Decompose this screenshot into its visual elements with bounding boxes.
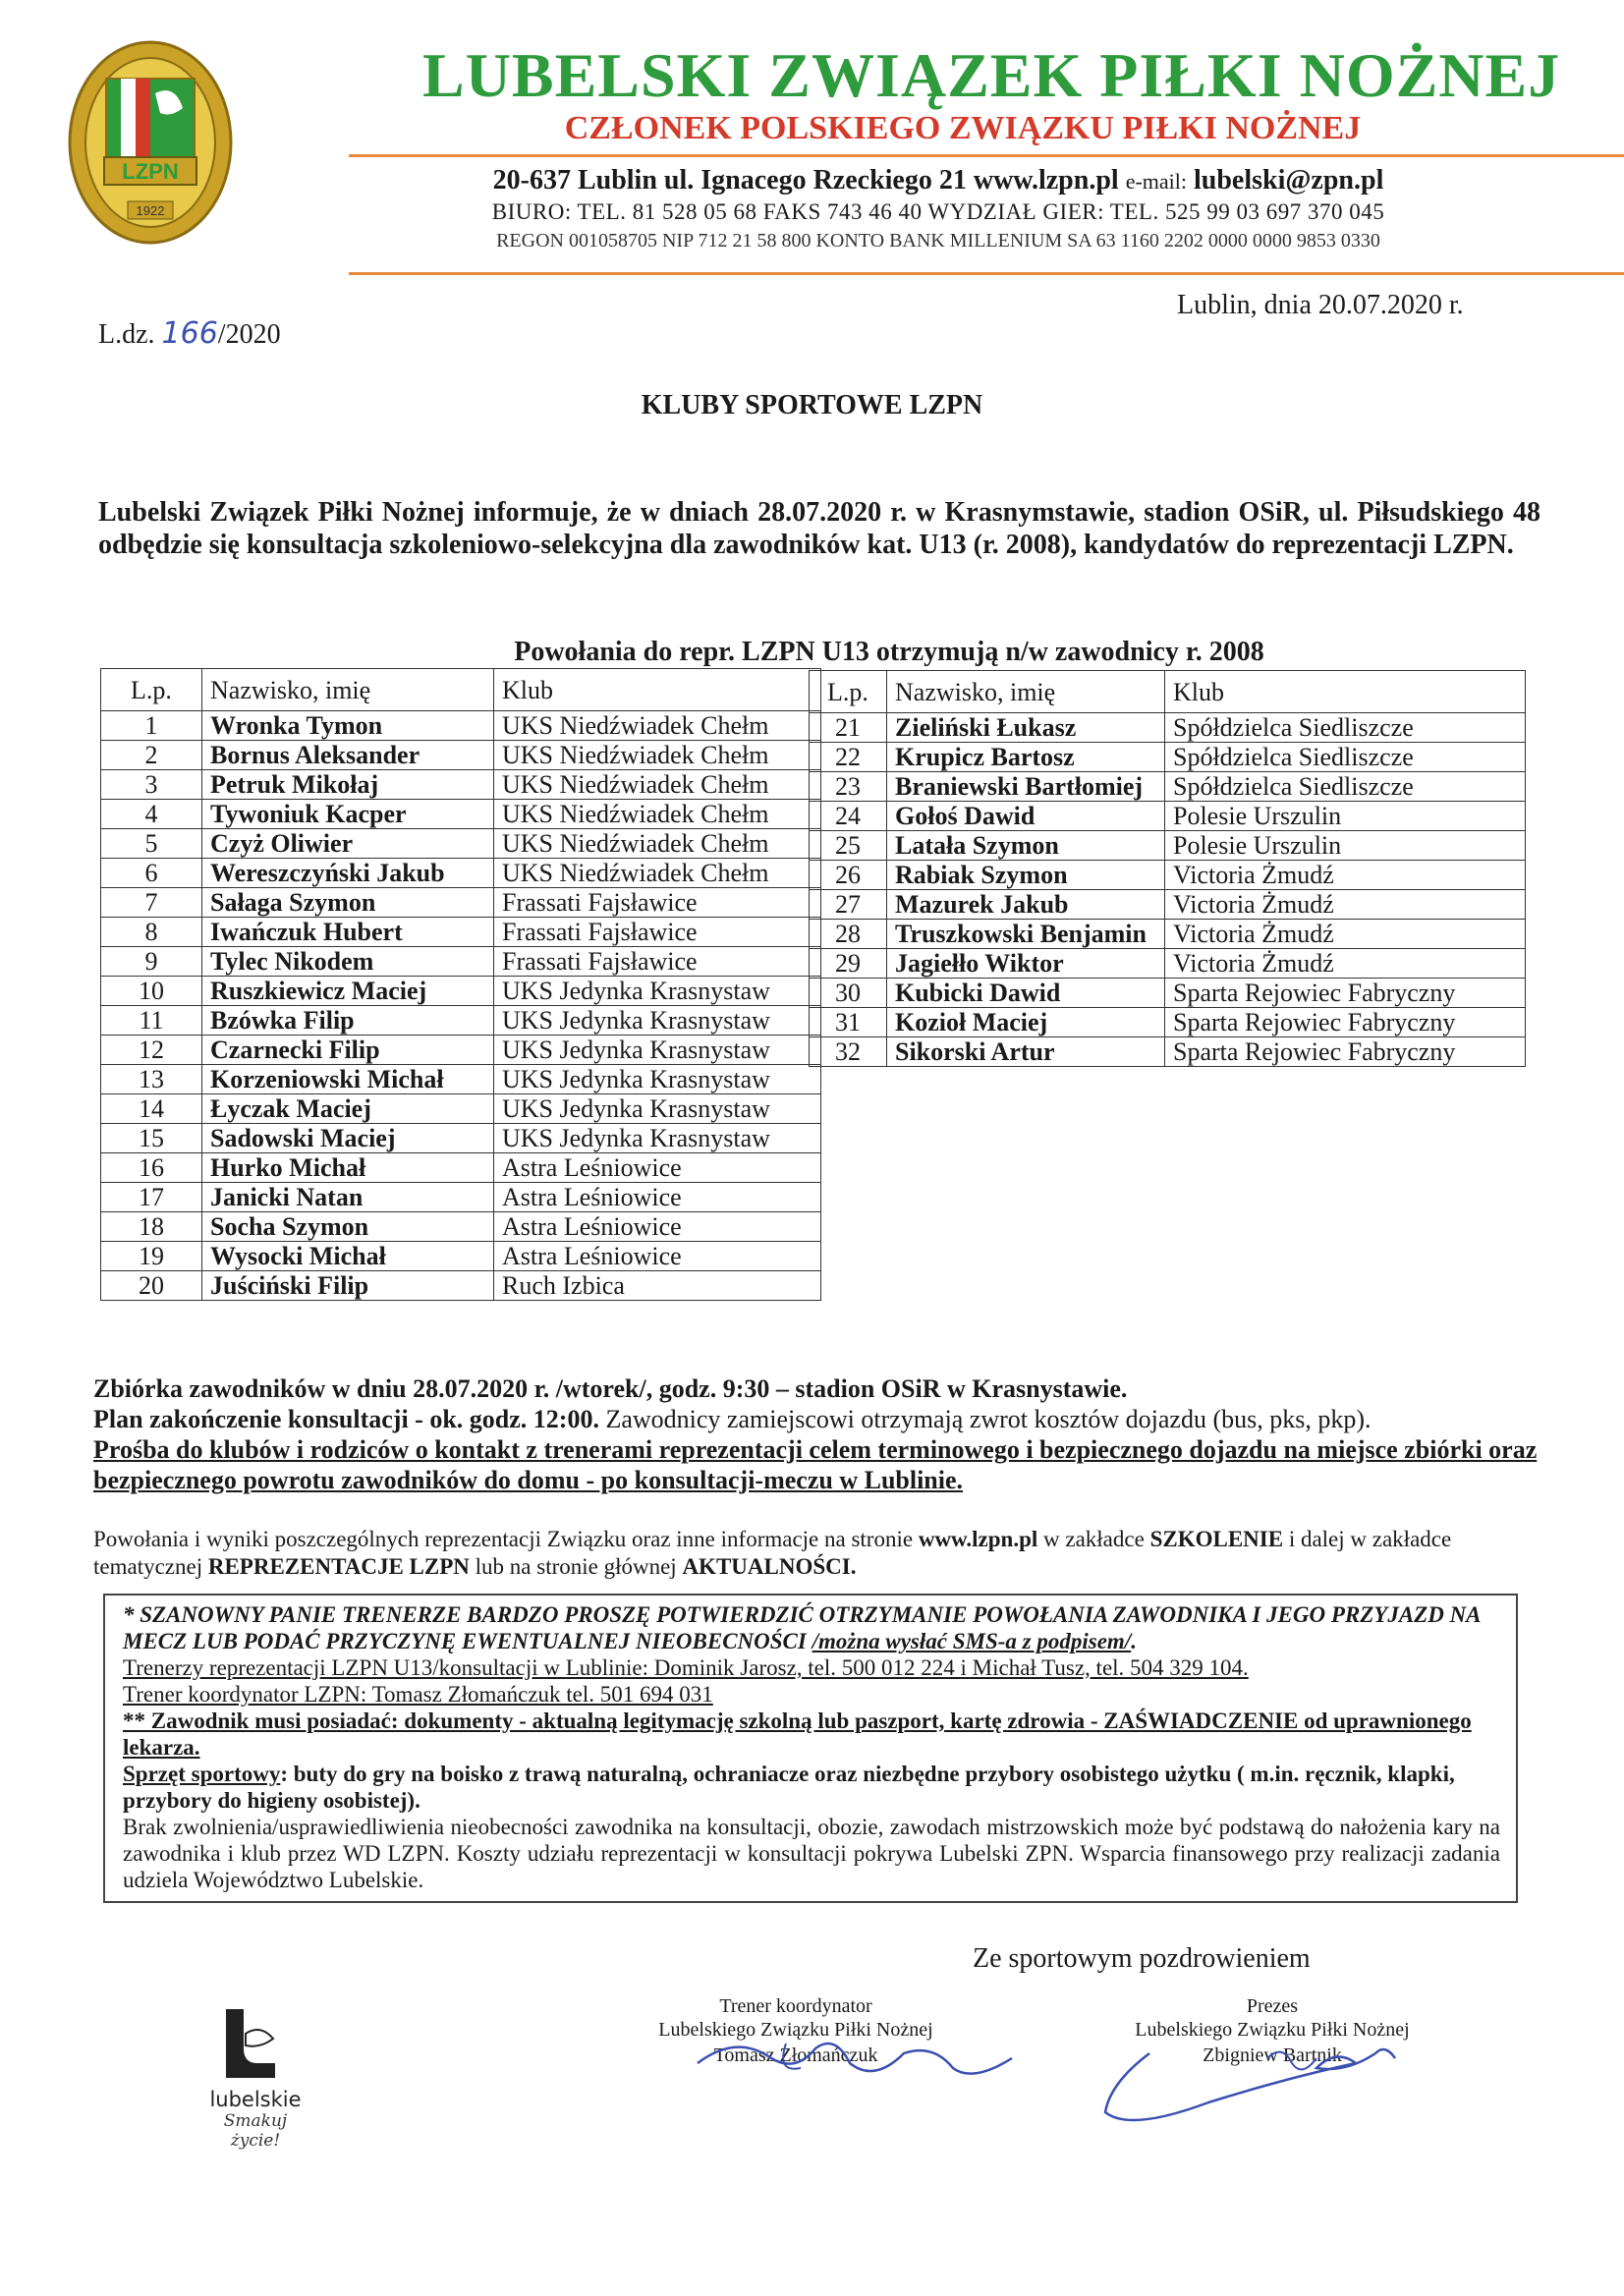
- cell-lp: 7: [101, 888, 202, 918]
- ldz-handwritten-number: 166: [161, 316, 218, 351]
- table-row: [101, 947, 821, 977]
- cell-lp: 12: [101, 1036, 202, 1065]
- cell-club: Frassati Fajsławice: [494, 888, 821, 918]
- cell-name: Bzówka Filip: [202, 1006, 494, 1036]
- coaches-line: Trenerzy reprezentacji LZPN U13/konsultacji w Lublinie: Dominik Jarosz, tel. 500 012 224 i Michał Tusz, tel. 504 329 104.: [123, 1655, 1249, 1680]
- cell-lp: 25: [810, 831, 887, 861]
- cell-lp: 32: [810, 1037, 887, 1067]
- sig1-org: Lubelskiego Związku Piłki Nożnej: [658, 2019, 933, 2041]
- col-header-name: Nazwisko, imię: [887, 671, 1165, 713]
- table-row: [101, 1271, 821, 1301]
- table-row: [810, 743, 1526, 772]
- table-row: [101, 770, 821, 800]
- cell-lp: 18: [101, 1212, 202, 1242]
- cell-name: Petruk Mikołaj: [202, 770, 494, 800]
- table-row: [101, 888, 821, 918]
- confirmation-request: [123, 1601, 1500, 1654]
- signature-president-scribble: [1091, 2024, 1444, 2132]
- table-row: [101, 1212, 821, 1242]
- address-text: 20-637 Lublin ul. Ignacego Rzeckiego 21 www.lzpn.pl: [492, 165, 1119, 196]
- cell-club: UKS Jedynka Krasnystaw: [494, 1124, 821, 1153]
- cell-club: Victoria Żmudź: [1165, 920, 1526, 949]
- cell-club: Spółdzielca Siedliszcze: [1165, 743, 1526, 772]
- cell-club: Sparta Rejowiec Fabryczny: [1165, 1037, 1526, 1067]
- cell-lp: 6: [101, 859, 202, 888]
- table-row: [810, 979, 1526, 1008]
- cell-name: Mazurek Jakub: [887, 890, 1165, 920]
- col-header-club: Klub: [1165, 671, 1526, 713]
- absence-line: Brak zwolnienia/usprawiedliwienia nieobecności zawodnika na konsultacji, obozie, zawodach mistrzowskich może być podstawą do nałożenia kary na zawodnika i klub przez WD LZPN. Koszty udziału reprezentacji w konsultacji pokrywa Lubelski ZPN. Wsparcia finansowego przy realizacji zadania udziela Województwo Lubelskie.: [123, 1815, 1500, 1892]
- cell-name: Janicki Natan: [202, 1183, 494, 1212]
- intro-paragraph: Lubelski Związek Piłki Nożnej informuje, że w dniach 28.07.2020 r. w Krasnymstawie, stadion OSiR, ul. Piłsudskiego 48 odbędzie się konsultacja szkoleniowo-selekcyjna dla zawodników kat. U13 (r. 2008), kandydatów do reprezentacji LZPN.: [98, 497, 1540, 560]
- ldz-prefix: L.dz.: [98, 319, 155, 350]
- info-reprezentacje: REPREZENTACJE LZPN: [207, 1554, 470, 1579]
- reference-number: [98, 316, 281, 351]
- cell-club: UKS Niedźwiadek Chełm: [494, 711, 821, 741]
- cell-name: Zieliński Łukasz: [887, 713, 1165, 743]
- table-caption: Powołania do repr. LZPN U13 otrzymują n/w zawodnicy r. 2008: [514, 637, 1264, 667]
- cell-name: Latała Szymon: [887, 831, 1165, 861]
- info-text-4: lub na stronie głównej: [469, 1554, 683, 1579]
- cell-club: Spółdzielca Siedliszcze: [1165, 772, 1526, 802]
- cell-lp: 30: [810, 979, 887, 1008]
- cell-lp: 31: [810, 1008, 887, 1037]
- closing-greeting: Ze sportowym pozdrowieniem: [973, 1943, 1311, 1974]
- cell-name: Socha Szymon: [202, 1212, 494, 1242]
- roster-table-left: [100, 668, 821, 1301]
- table-row: [810, 831, 1526, 861]
- cell-club: Polesie Urszulin: [1165, 831, 1526, 861]
- cell-lp: 19: [101, 1242, 202, 1271]
- table-row: [101, 1006, 821, 1036]
- cell-name: Czyż Oliwier: [202, 829, 494, 859]
- table-row: [101, 1153, 821, 1183]
- cell-club: UKS Niedźwiadek Chełm: [494, 741, 821, 770]
- cell-name: Iwańczuk Hubert: [202, 918, 494, 947]
- roster-table-right: [809, 670, 1526, 1067]
- cell-lp: 22: [810, 743, 887, 772]
- end-line: [93, 1404, 1547, 1434]
- cell-lp: 15: [101, 1124, 202, 1153]
- org-name: LUBELSKI ZWIĄZEK PIŁKI NOŻNEJ: [422, 40, 1561, 110]
- cell-name: Sałaga Szymon: [202, 888, 494, 918]
- table-row: [101, 741, 821, 770]
- cell-club: UKS Jedynka Krasnystaw: [494, 1006, 821, 1036]
- org-subtitle: CZŁONEK POLSKIEGO ZWIĄZKU PIŁKI NOŻNEJ: [564, 110, 1362, 146]
- cell-lp: 26: [810, 861, 887, 890]
- header-registry: REGON 001058705 NIP 712 21 58 800 KONTO BANK MILLENIUM SA 63 1160 2202 0000 0000 9853 0330: [496, 230, 1380, 252]
- gathering-line: Zbiórka zawodników w dniu 28.07.2020 r. /wtorek/, godz. 9:30 – stadion OSiR w Krasnystawie.: [93, 1374, 1128, 1403]
- cell-name: Braniewski Bartłomiej: [887, 772, 1165, 802]
- sig2-role: Prezes: [1246, 1995, 1299, 2017]
- cell-name: Gołoś Dawid: [887, 802, 1165, 831]
- lubelskie-sponsor-logo: [196, 2004, 314, 2151]
- cell-club: UKS Jedynka Krasnystaw: [494, 1094, 821, 1124]
- cell-lp: 9: [101, 947, 202, 977]
- info-text-2: w zakładce: [1037, 1527, 1150, 1551]
- cell-name: Truszkowski Benjamin: [887, 920, 1165, 949]
- table-row: [101, 1094, 821, 1124]
- table-row: [101, 1065, 821, 1094]
- end-line-rest: Zawodnicy zamiejscowi otrzymają zwrot kosztów dojazdu (bus, pks, pkp).: [598, 1405, 1372, 1433]
- table-row: [101, 829, 821, 859]
- confirmation-text: * SZANOWNY PANIE TRENERZE BARDZO PROSZĘ POTWIERDZIĆ OTRZYMANIE POWOŁANIA ZAWODNIKA I JEGO PRZYJAZD NA MECZ LUB PODAĆ PRZYCZYNĘ EWENTUALNEJ NIEOBECNOŚCI: [123, 1602, 1481, 1653]
- cell-lp: 14: [101, 1094, 202, 1124]
- cell-name: Ruszkiewicz Maciej: [202, 977, 494, 1006]
- cell-lp: 1: [101, 711, 202, 741]
- documents-line: ** Zawodnik musi posiadać: dokumenty - aktualną legitymację szkolną lub paszport, kartę zdrowia - ZAŚWIADCZENIE od uprawnionego lekarza.: [123, 1708, 1472, 1760]
- table-row: [101, 1124, 821, 1153]
- cell-club: Astra Leśniowice: [494, 1212, 821, 1242]
- cell-club: UKS Niedźwiadek Chełm: [494, 829, 821, 859]
- table-row: [101, 1036, 821, 1065]
- col-header-name: Nazwisko, imię: [202, 669, 494, 711]
- table-row: [101, 711, 821, 741]
- table-header-row: [810, 671, 1526, 713]
- col-header-lp: L.p.: [101, 669, 202, 711]
- email-label: e-mail:: [1125, 169, 1187, 194]
- gear-text: : buty do gry na boisko z trawą naturalną, ochraniacze oraz niezbędne przybory osobistego użytku ( m.in. ręcznik, klapki, przybory do higieny osobistej).: [123, 1762, 1455, 1813]
- cell-club: Polesie Urszulin: [1165, 802, 1526, 831]
- cell-lp: 3: [101, 770, 202, 800]
- cell-name: Sikorski Artur: [887, 1037, 1165, 1067]
- cell-club: Astra Leśniowice: [494, 1183, 821, 1212]
- cell-lp: 13: [101, 1065, 202, 1094]
- col-header-lp: L.p.: [810, 671, 887, 713]
- table-row: [810, 713, 1526, 743]
- cell-name: Czarnecki Filip: [202, 1036, 494, 1065]
- gear-line: [123, 1761, 1500, 1814]
- table-row: [810, 861, 1526, 890]
- gear-label: Sprzęt sportowy: [123, 1762, 281, 1786]
- cell-club: UKS Jedynka Krasnystaw: [494, 1036, 821, 1065]
- cell-club: UKS Jedynka Krasnystaw: [494, 1065, 821, 1094]
- confirmation-sms-note: /można wysłać SMS-a z podpisem/: [812, 1629, 1132, 1653]
- lubelskie-mark-icon: [196, 2004, 314, 2083]
- document-heading: KLUBY SPORTOWE LZPN: [641, 390, 983, 420]
- cell-lp: 16: [101, 1153, 202, 1183]
- info-aktualnosci: AKTUALNOŚCI.: [682, 1554, 857, 1579]
- cell-name: Jagiełło Wiktor: [887, 949, 1165, 979]
- sponsor-name: lubelskie: [209, 2088, 302, 2111]
- header-phones: BIURO: TEL. 81 528 05 68 FAKS 743 46 40 WYDZIAŁ GIER: TEL. 525 99 03 697 370 045: [491, 199, 1385, 224]
- cell-club: Astra Leśniowice: [494, 1242, 821, 1271]
- cell-name: Korzeniowski Michał: [202, 1065, 494, 1094]
- cell-club: Victoria Żmudź: [1165, 890, 1526, 920]
- signature-coordinator-scribble: [678, 2014, 1041, 2093]
- cell-club: UKS Niedźwiadek Chełm: [494, 800, 821, 829]
- crest-year: 1922: [136, 203, 165, 218]
- info-text-1: Powołania i wyniki poszczególnych reprezentacji Związku oraz inne informacje na stronie: [93, 1527, 919, 1551]
- instructions-box: [103, 1594, 1518, 1903]
- lzpn-crest-logo: [67, 39, 234, 246]
- cell-club: UKS Jedynka Krasnystaw: [494, 977, 821, 1006]
- coordinator-line: Trener koordynator LZPN: Tomasz Złomańczuk tel. 501 694 031: [123, 1682, 713, 1707]
- table-row: [810, 772, 1526, 802]
- cell-club: Victoria Żmudź: [1165, 861, 1526, 890]
- table-row: [810, 802, 1526, 831]
- info-site: www.lzpn.pl: [918, 1527, 1038, 1551]
- cell-club: Astra Leśniowice: [494, 1153, 821, 1183]
- cell-name: Bornus Aleksander: [202, 741, 494, 770]
- cell-lp: 29: [810, 949, 887, 979]
- cell-name: Hurko Michał: [202, 1153, 494, 1183]
- cell-lp: 28: [810, 920, 887, 949]
- request-line: Prośba do klubów i rodziców o kontakt z trenerami reprezentacji celem terminowego i bezpiecznego dojazdu na miejsce zbiórki oraz bezpiecznego powrotu zawodników do domu - po konsultacji-meczu w Lublinie.: [93, 1435, 1538, 1494]
- sponsor-slogan: Smakuj życie!: [223, 2111, 288, 2151]
- cell-name: Krupicz Bartosz: [887, 743, 1165, 772]
- table-row: [101, 859, 821, 888]
- col-header-club: Klub: [494, 669, 821, 711]
- table-row: [101, 800, 821, 829]
- cell-club: UKS Niedźwiadek Chełm: [494, 770, 821, 800]
- cell-club: Frassati Fajsławice: [494, 947, 821, 977]
- confirmation-end: .: [1131, 1629, 1137, 1653]
- cell-name: Tywoniuk Kacper: [202, 800, 494, 829]
- cell-lp: 5: [101, 829, 202, 859]
- header-divider-bottom: [349, 272, 1624, 275]
- table-row: [810, 920, 1526, 949]
- end-line-bold: Plan zakończenie konsultacji - ok. godz. 12:00.: [93, 1405, 599, 1433]
- cell-club: Sparta Rejowiec Fabryczny: [1165, 979, 1526, 1008]
- table-row: [101, 977, 821, 1006]
- cell-club: UKS Niedźwiadek Chełm: [494, 859, 821, 888]
- cell-lp: 20: [101, 1271, 202, 1301]
- cell-lp: 21: [810, 713, 887, 743]
- letter-date: Lublin, dnia 20.07.2020 r.: [1177, 290, 1464, 320]
- sig1-name: Tomasz Złomańczuk: [713, 2044, 878, 2066]
- cell-name: Wronka Tymon: [202, 711, 494, 741]
- cell-club: Ruch Izbica: [494, 1271, 821, 1301]
- cell-name: Rabiak Szymon: [887, 861, 1165, 890]
- cell-lp: 2: [101, 741, 202, 770]
- cell-club: Spółdzielca Siedliszcze: [1165, 713, 1526, 743]
- cell-name: Sadowski Maciej: [202, 1124, 494, 1153]
- info-paragraph: [93, 1526, 1547, 1581]
- info-szkolenie: SZKOLENIE: [1149, 1527, 1284, 1551]
- cell-name: Wysocki Michał: [202, 1242, 494, 1271]
- ldz-suffix: /2020: [217, 319, 281, 350]
- table-row: [101, 1242, 821, 1271]
- cell-club: Frassati Fajsławice: [494, 918, 821, 947]
- table-row: [810, 1008, 1526, 1037]
- table-row: [101, 1183, 821, 1212]
- sig2-org: Lubelskiego Związku Piłki Nożnej: [1135, 2019, 1410, 2041]
- cell-name: Juściński Filip: [202, 1271, 494, 1301]
- cell-lp: 24: [810, 802, 887, 831]
- sig2-name: Zbigniew Bartnik: [1203, 2044, 1342, 2066]
- cell-name: Kubicki Dawid: [887, 979, 1165, 1008]
- cell-lp: 4: [101, 800, 202, 829]
- cell-lp: 17: [101, 1183, 202, 1212]
- table-header-row: [101, 669, 821, 711]
- email-address: lubelski@zpn.pl: [1194, 165, 1384, 196]
- cell-name: Tylec Nikodem: [202, 947, 494, 977]
- cell-lp: 23: [810, 772, 887, 802]
- cell-lp: 8: [101, 918, 202, 947]
- cell-club: Sparta Rejowiec Fabryczny: [1165, 1008, 1526, 1037]
- sig1-role: Trener koordynator: [719, 1995, 872, 2017]
- cell-lp: 11: [101, 1006, 202, 1036]
- header-divider-top: [349, 154, 1624, 157]
- cell-lp: 10: [101, 977, 202, 1006]
- cell-name: Łyczak Maciej: [202, 1094, 494, 1124]
- header-address: [349, 165, 1528, 196]
- info-text-3: i dalej w zakładce tematycznej: [93, 1527, 1452, 1579]
- table-row: [810, 890, 1526, 920]
- cell-name: Wereszczyński Jakub: [202, 859, 494, 888]
- cell-club: Victoria Żmudź: [1165, 949, 1526, 979]
- cell-lp: 27: [810, 890, 887, 920]
- table-row: [810, 949, 1526, 979]
- gathering-notes: [93, 1373, 1547, 1495]
- cell-name: Kozioł Maciej: [887, 1008, 1165, 1037]
- table-row: [101, 918, 821, 947]
- table-row: [810, 1037, 1526, 1067]
- crest-text: LZPN: [122, 159, 179, 184]
